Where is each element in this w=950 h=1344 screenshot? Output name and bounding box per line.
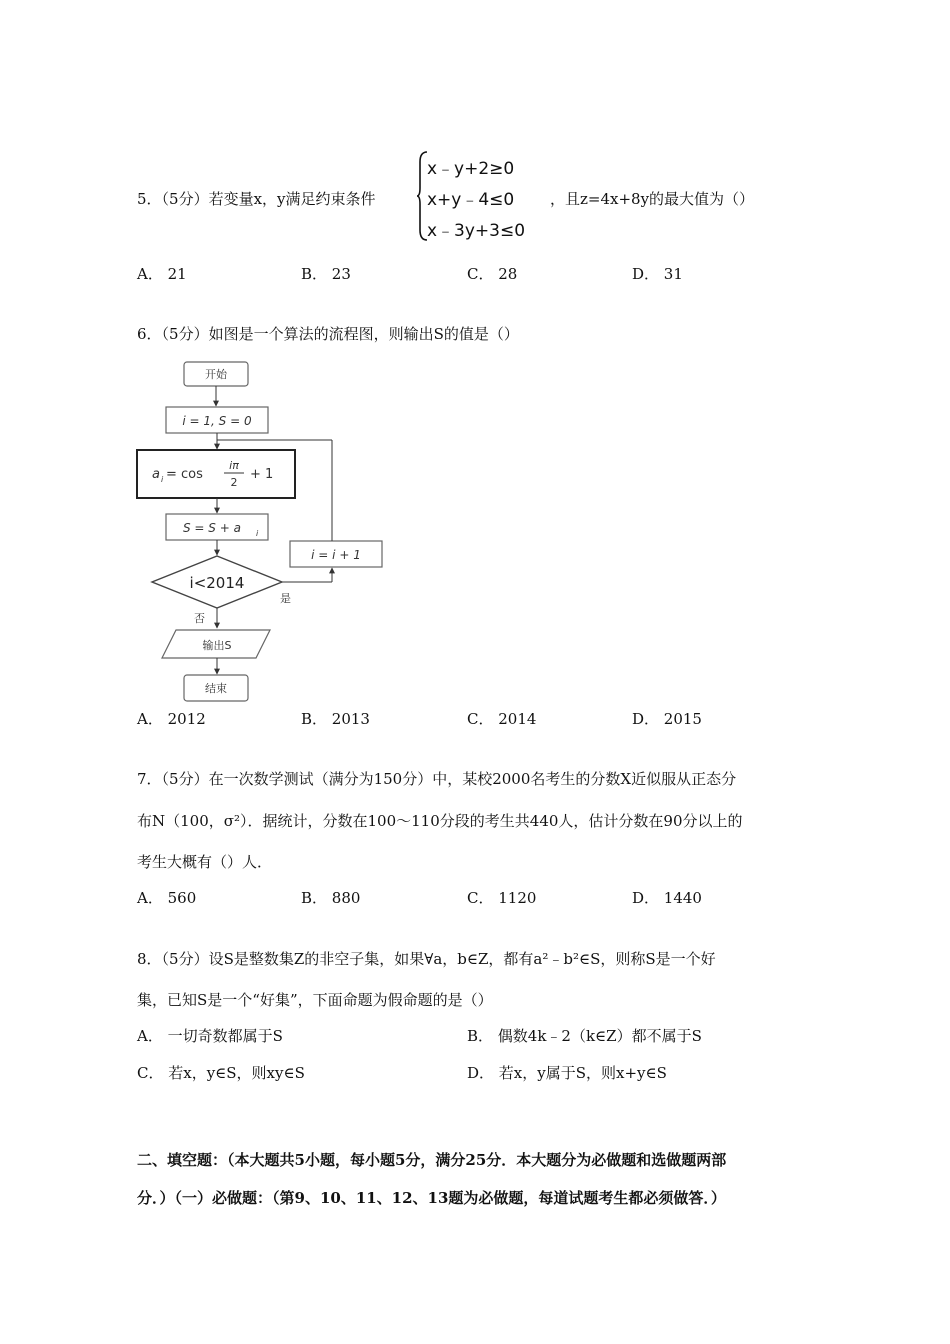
- q5-option-a: A． 21: [137, 265, 187, 283]
- flow-output-text: 输出S: [202, 639, 232, 652]
- q8-option-d: D． 若x，y属于S，则x+y∈S: [467, 1064, 667, 1082]
- flow-assign-eq: = cos: [166, 467, 203, 482]
- flow-init-text: i = 1, S = 0: [182, 414, 252, 428]
- q8-option-c: C． 若x，y∈S，则xy∈S: [137, 1064, 305, 1082]
- q6-option-c: C． 2014: [467, 710, 537, 728]
- flow-end-text: 结束: [205, 682, 227, 695]
- q5-option-b: B． 23: [301, 265, 351, 283]
- q5-constraint-2: x+y﹣4≤0: [427, 190, 515, 210]
- q8-option-b: B． 偶数4k﹣2（k∈Z）都不属于S: [467, 1027, 702, 1045]
- flow-sum-sub: i: [256, 529, 259, 538]
- q7-option-d: D． 1440: [632, 889, 702, 907]
- q8-line-2: 集，已知S是一个“好集”，下面命题为假命题的是（）: [137, 991, 493, 1009]
- q6-option-b: B． 2013: [301, 710, 370, 728]
- q5-constraint-3: x﹣3y+3≤0: [427, 221, 526, 241]
- q6-flowchart: [130, 352, 390, 707]
- q7-option-a: A． 560: [137, 889, 197, 907]
- flow-incr-text: i = i + 1: [311, 548, 361, 562]
- section2-line-2: 分．）（一）必做题：（第9、10、11、12、13题为必做题，每道试题考生都必须做答．）: [137, 1189, 726, 1207]
- q7-option-c: C． 1120: [467, 889, 537, 907]
- q7-option-b: B． 880: [301, 889, 361, 907]
- flow-frac-den: 2: [230, 476, 238, 489]
- flow-frac-num: iπ: [229, 459, 239, 472]
- q5-option-d: D． 31: [632, 265, 683, 283]
- q5-constraint-system: [417, 150, 537, 242]
- flow-cond-text: i<2014: [189, 574, 245, 592]
- flow-assign-tail: + 1: [250, 467, 274, 482]
- section2-line-1: 二、填空题：（本大题共5小题，每小题5分，满分25分．本大题分为必做题和选做题两部: [137, 1151, 727, 1169]
- q5-constraint-1: x﹣y+2≥0: [427, 159, 515, 179]
- q8-option-a: A． 一切奇数都属于S: [137, 1027, 283, 1045]
- q6-option-d: D． 2015: [632, 710, 702, 728]
- flow-assign-sub: i: [161, 475, 164, 484]
- flow-no-label: 否: [194, 612, 205, 625]
- flow-assign-a: a: [152, 467, 160, 482]
- flow-start-text: 开始: [205, 368, 227, 381]
- q7-line-2: 布N（100，σ²）．据统计，分数在100～110分段的考生共440人，估计分数在90分以上的: [137, 812, 743, 830]
- flow-yes-label: 是: [280, 592, 291, 605]
- q5-stem-before: 5．（5分）若变量x，y满足约束条件: [137, 190, 376, 208]
- q8-line-1: 8．（5分）设S是整数集Z的非空子集，如果∀a，b∈Z，都有a²﹣b²∈S，则称S是一个好: [137, 950, 716, 968]
- q6-option-a: A． 2012: [137, 710, 206, 728]
- q5-option-c: C． 28: [467, 265, 518, 283]
- q7-line-1: 7．（5分）在一次数学测试（满分为150分）中，某校2000名考生的分数X近似服从正态分: [137, 770, 737, 788]
- q7-line-3: 考生大概有（）人．: [137, 853, 273, 871]
- q6-stem: 6．（5分）如图是一个算法的流程图，则输出S的值是（）: [137, 325, 519, 343]
- q5-stem-after: ，且z=4x+8y的最大值为（）: [550, 190, 755, 208]
- flow-sum-text: S = S + a: [183, 521, 241, 535]
